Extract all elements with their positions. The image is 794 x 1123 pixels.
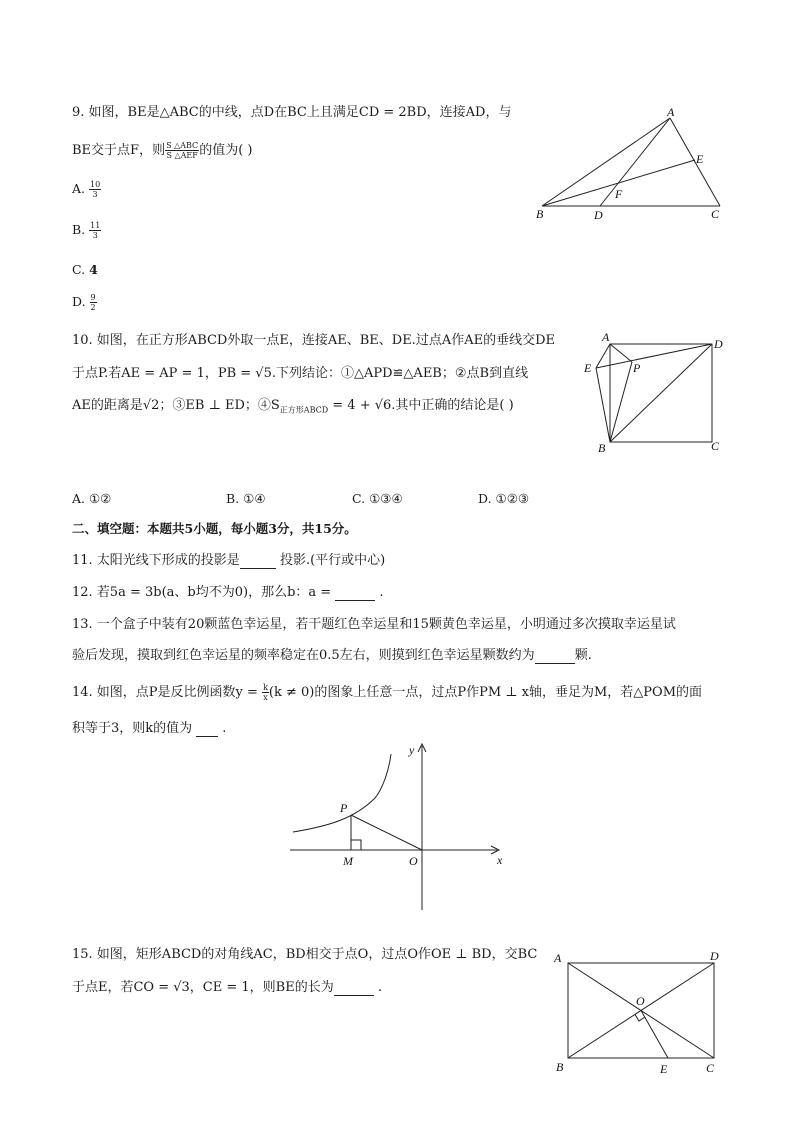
segment-DE [596,344,712,368]
q9-line1: 9. 如图，BE是△ABC的中线，点D在BC上且满足CD = 2BD，连接AD，与 [72,105,512,120]
q12 [72,585,384,601]
frac-num: 11 [90,221,101,230]
q10-line3-tail: = 4 + √6.其中正确的结论是( ) [328,398,514,413]
q10-line3-text: AE的距离是√2；③EB ⊥ ED；④S [72,398,280,413]
q11-answer-blank[interactable] [240,556,276,569]
q9-line2-tail: 的值为( ) [199,143,253,158]
q12-answer-blank[interactable] [335,588,375,601]
option-value: 4 [89,262,98,277]
label-O: O [636,994,645,1008]
label-y: y [409,743,415,757]
frac-den: x [263,693,268,702]
q9-frac-den: S △AEF [166,151,198,160]
segment-AC [670,118,720,206]
q13-line2 [72,648,592,664]
q13-tail: 颗. [574,648,592,663]
frac-den: 2 [90,303,96,312]
q9-frac-num: S △ABC [166,141,199,150]
option-label: B. [72,222,86,237]
segment-BE [596,368,610,442]
segment-PO [351,815,422,850]
q15-line2 [72,980,382,996]
q10-option-d[interactable]: D. ①②③ [478,491,530,506]
q9-option-c[interactable] [72,262,98,277]
q10-line2: 于点P.若AE = AP = 1，PB = √5.下列结论：①△APD≌△AEB；②点B到直线 [72,366,529,381]
q14-line1 [72,683,702,702]
frac-num: k [263,683,268,692]
q10-line1: 10. 如图，在正方形ABCD外取一点E，连接AE、BE、DE.过点A作AE的垂线交DE [72,333,555,348]
label-A: A [667,105,675,119]
section-heading: 二、填空题：本题共5小题，每小题3分，共15分。 [72,521,357,536]
q10-option-b[interactable]: B. ①④ [226,491,266,506]
q9-option-d[interactable] [72,293,97,312]
segment-DB [610,344,712,442]
label-E: E [660,1062,668,1076]
q10-option-c[interactable]: C. ①③④ [352,491,403,506]
q14-line2 [72,721,226,737]
label-B: B [536,207,544,221]
frac-den: 3 [92,231,98,240]
q13-line1: 13. 一个盒子中装有20颗蓝色幸运星，若干题红色幸运星和15颗黄色幸运星，小明通过多次摸取幸运星试 [72,617,676,632]
option-fraction [89,221,101,240]
q12-tail: . [375,585,384,600]
q9-option-a[interactable] [72,180,101,199]
segment-AP [610,344,632,362]
q14-graph-figure [285,740,510,915]
option-label: C. [72,262,86,277]
q15-rectangle-figure [548,945,733,1080]
label-C: C [711,207,720,221]
frac-den: 3 [92,190,98,199]
label-E: E [584,361,592,375]
option-fraction [90,293,97,312]
segment-AD [600,118,670,206]
option-label: A. [72,181,86,196]
label-C: C [711,439,720,453]
q15-text: 于点E，若CO = √3，CE = 1，则BE的长为 [72,980,334,995]
q10-square-figure [578,328,728,456]
q13-answer-blank[interactable] [535,651,575,664]
q12-text: 12. 若5a = 3b(a、b均不为0)，那么b：a = [72,585,336,600]
label-A: A [602,330,610,344]
label-P: P [340,801,348,815]
segment-OE [641,1011,668,1059]
q10-area-subscript: 正方形ABCD [279,405,329,415]
label-M: M [343,854,353,868]
q15-tail: . [373,980,382,995]
q9-line2-text: BE交于点F，则 [72,143,166,158]
q14-line2-text: 积等于3，则k的值为 [72,721,193,736]
segment-PB [610,362,632,442]
option-fraction [89,180,101,199]
q10-line3 [72,398,514,419]
label-C: C [706,1061,715,1075]
q15-line1: 15. 如图，矩形ABCD的对角线AC，BD相交于点O，过点O作OE ⊥ BD，交BC [72,947,538,962]
label-B: B [598,441,606,455]
label-D: D [710,949,719,963]
label-B: B [556,1060,564,1074]
q9-triangle-figure [530,100,730,225]
label-P: P [633,361,641,375]
right-angle-mark [351,840,361,850]
label-O: O [409,854,418,868]
label-D: D [594,208,603,222]
segment-AB [542,118,670,206]
frac-num: 10 [90,180,101,189]
label-F: F [615,187,623,201]
option-label: D. [72,294,86,309]
hyperbola-curve [293,754,391,832]
q14-line1-tail: (k ≠ 0)的图象上任意一点，过点P作PM ⊥ x轴，垂足为M，若△POM的面 [268,685,703,700]
label-E: E [696,152,704,166]
q11-tail: 投影.(平行或中心) [275,553,386,568]
q14-tail: . [218,721,227,736]
q13-text: 验后发现，摸取到红色幸运星的频率稳定在0.5左右，则摸到红色幸运星颗数约为 [72,648,535,663]
label-x: x [497,853,503,867]
q14-text: 14. 如图，点P是反比例函数y = [72,685,263,700]
q9-line2 [72,141,252,160]
q10-option-a[interactable]: A. ①② [72,491,112,506]
q9-option-b[interactable] [72,221,101,240]
q15-answer-blank[interactable] [334,983,374,996]
segment-AE [596,344,610,368]
q14-function-fraction [262,683,269,702]
label-A: A [554,951,562,965]
frac-num: 9 [90,293,96,302]
q11-text: 11. 太阳光线下形成的投影是 [72,553,240,568]
q14-answer-blank[interactable] [196,724,218,737]
label-D: D [714,337,723,351]
q11 [72,553,385,569]
q9-area-fraction [165,141,199,160]
